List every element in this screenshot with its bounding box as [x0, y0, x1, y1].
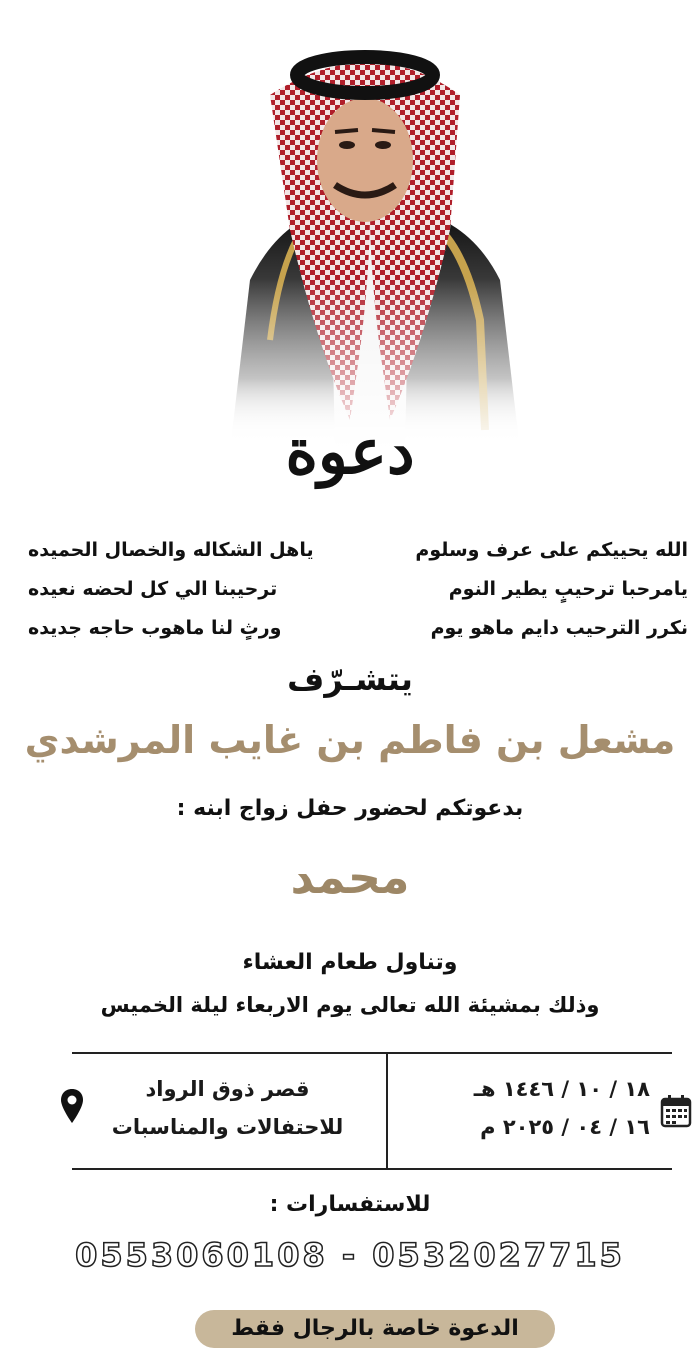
poem-verse — [28, 569, 688, 608]
venue-block — [90, 1070, 365, 1146]
divider-bottom — [72, 1168, 672, 1170]
poem-verses — [28, 530, 688, 647]
men-only-badge: الدعوة خاصة بالرجال فقط — [195, 1310, 555, 1348]
invite-text: بدعوتكم لحضور حفل زواج ابنه : — [176, 796, 524, 821]
poem-verse — [28, 530, 688, 569]
phone-number[interactable]: 0553060108 — [75, 1236, 328, 1274]
inquiries-label: للاستفسارات : — [269, 1192, 431, 1217]
divider-vertical — [386, 1052, 388, 1168]
calendar-icon — [660, 1094, 692, 1128]
poem-verse — [28, 608, 688, 647]
venue-name: قصر ذوق الرواد — [145, 1077, 310, 1101]
poem-hemistich-left: ترحيبنا الي كل لحضه نعيده — [28, 577, 278, 600]
date-block — [400, 1070, 650, 1146]
honored-label: يتشـرّف — [287, 660, 413, 698]
poem-hemistich-right: يامرحبا ترحيبٍ يطير النوم — [448, 577, 688, 600]
poem-hemistich-right: نكرر الترحيب دايم ماهو يوم — [430, 616, 688, 639]
dinner-text: وتناول طعام العشاء — [242, 950, 458, 975]
when-text: وذلك بمشيئة الله تعالى يوم الاربعاء ليلة الخميس — [100, 993, 600, 1017]
divider-top — [72, 1052, 672, 1054]
date-gregorian: ١٦ / ٠٤ / ٢٠٢٥ م — [480, 1115, 650, 1139]
host-portrait — [210, 20, 530, 450]
phone-numbers — [0, 1236, 700, 1274]
invitation-title: دعوة — [285, 415, 415, 488]
date-hijri: ١٨ / ١٠ / ١٤٤٦ هـ — [473, 1077, 650, 1101]
venue-type: للاحتفالات والمناسبات — [111, 1115, 344, 1139]
phone-separator: - — [341, 1236, 359, 1274]
poem-hemistich-left: ورثٍ لنا ماهوب حاجه جديده — [28, 616, 282, 639]
poem-hemistich-right: الله يحييكم على عرف وسلوم — [415, 538, 688, 561]
location-pin-icon — [60, 1088, 84, 1124]
phone-number[interactable]: 0532027715 — [372, 1236, 625, 1274]
groom-name: محمد — [290, 850, 410, 904]
host-name: مشعل بن فاطم بن غايب المرشدي — [24, 718, 676, 762]
poem-hemistich-left: ياهل الشكاله والخصال الحميده — [28, 538, 314, 561]
